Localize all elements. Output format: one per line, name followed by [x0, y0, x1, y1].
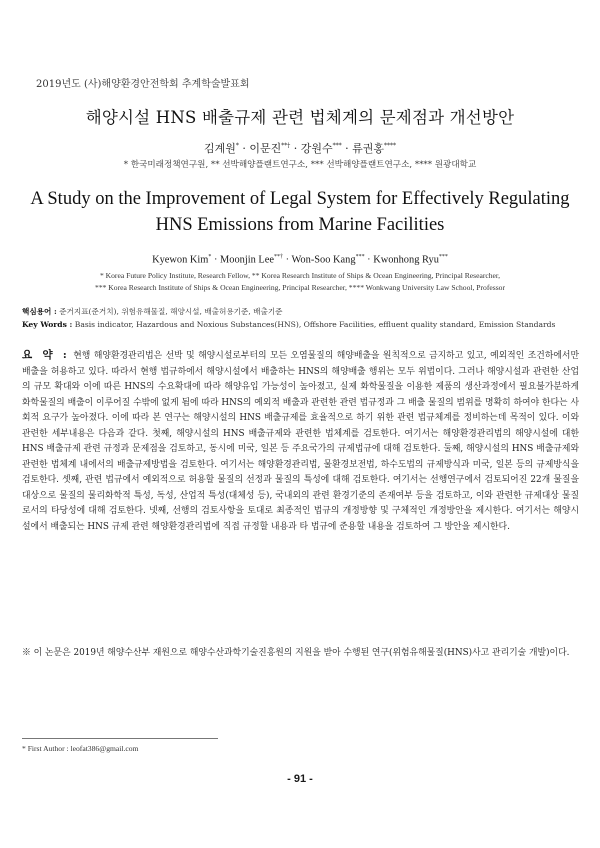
author-kr-1-mark: * [235, 142, 239, 150]
title-korean: 해양시설 HNS 배출규제 관련 법체계의 문제점과 개선방안 [85, 108, 515, 127]
author-en-3: Won-Soo Kang [291, 254, 356, 266]
author-en-4: Kwonhong Ryu [373, 254, 439, 266]
title-english [0, 186, 600, 238]
author-kr-1: 김계원 [203, 142, 236, 155]
title-english-line-1: A Study on the Improvement of Legal System for Effectively Regulating [30, 189, 570, 209]
affiliations-english-line-1: * Korea Future Policy Institute, Research Fellow, ** Korea Research Institute of Ships & Ocean Engineering, Principal Researcher, [99, 271, 501, 280]
keywords-english-row [22, 319, 582, 332]
keywords-korean-label: 핵심용어 : [22, 307, 57, 316]
affiliations-korean: * 한국미래정책연구원, ** 선박해양플랜트연구소, *** 선박해양플랜트연구소, **** 원광대학교 [123, 160, 477, 170]
affiliations-english [0, 270, 600, 294]
author-kr-2: 이문진 [249, 142, 282, 155]
abstract-label: 요 약 : [22, 349, 70, 361]
keywords-english-label: Key Words : [22, 319, 73, 329]
author-en-1-mark: * [208, 254, 212, 260]
keywords-english: Basis indicator, Hazardous and Noxious Substances(HNS), Offshore Facilities, effluent quality standard, Emission Standards [74, 319, 556, 329]
author-en-4-mark: *** [438, 254, 448, 260]
author-kr-2-mark: **† [281, 142, 291, 150]
affiliations-english-line-2: *** Korea Research Institute of Ships & Ocean Engineering, Principal Researcher, **** Wonkwang University Law School, Professor [95, 283, 505, 292]
author-en-1: Kyewon Kim [152, 254, 209, 266]
authors-korean: 김계원* · 이문진**† · 강원수*** · 류권홍**** [203, 142, 397, 155]
author-en-2: Moonjin Lee [220, 254, 274, 266]
author-en-3-mark: *** [355, 254, 365, 260]
author-kr-3-mark: *** [332, 142, 342, 150]
author-kr-3: 강원수 [300, 142, 333, 155]
funding-note: ※ 이 논문은 2019년 해양수산부 재원으로 해양수산과학기술진흥원의 지원을 받아 수행된 연구(위험유해물질(HNS)사고 관리기술 개발)이다. [22, 648, 570, 658]
title-english-line-2: HNS Emissions from Marine Facilities [155, 215, 445, 235]
footnote-divider [22, 738, 218, 739]
keywords-korean: 준거지표(준거치), 위험유해물질, 해양시설, 배출허용기준, 배출기준 [59, 307, 283, 316]
author-en-2-mark: **† [273, 254, 283, 260]
author-kr-4-mark: **** [384, 142, 397, 150]
author-kr-4: 류권홍 [352, 142, 385, 155]
conference-header: 2019년도 (사)해양환경안전학회 추계학술발표회 [36, 79, 250, 90]
abstract-text: 현행 해양환경관리법은 선박 및 해양시설로부터의 모든 오염물질의 해양배출을 원칙적으로 금지하고 있고, 예외적인 조건하에서만 배출을 허용하고 있다. 따라서 현행 법규하에서 해양시설에서 배출하는 HNS의 해양배출 행위는 모두 위법이다. 그러나 해양시설과 관련한 산업의 규모 확대와 이에 따른 HNS의 수요확대에 따라 해양유입 가능성이 높아졌고, 실제 화학물질을 이용한 제품의 생산과정에서 필요불가분하게 화학물질의 배출이 이루어질 수밖에 없게 됨에 따라 HNS의 예외적 배출과 관련한 관련 법규정과 그 배출 물질의 범위를 명확히 하여야 한다는 사회적 요구가 높아졌다. 이에 따라 본 연구는 해양시설의 HNS 배출규제를 효율적으로 하기 위한 관련 법규체계를 정비하는데 목적이 있다. 이와 관련한 세부내용은 다음과 같다. 첫째, 해양시설의 HNS 배출규제와 관련한 법체계를 검토한다. 여기서는 해양환경관리법의 해양시설에 대한 HNS 배출규제 관련 규정과 문제점을 검토하고, 동시에 미국, 일본 등 주요국가의 규제법규에 대해 검토한다. 둘째, 해양시설의 HNS 배출규제와 관련한 법체계 내에서의 배출규제방법을 검토한다. 여기서는 해양환경관리법, 물환경보전법, 하수도법의 규제방식과 미국, 일본 등의 규제방식을 검토한다. 셋째, 관련 법규에서 예외적으로 허용할 물질의 선정과 물질의 특성에 대해 검토한다. 여기서는 선행연구에서 검토되어진 22개 물질을 대상으로 물질의 물리화학적 특성, 독성, 산업적 특성(대체성 등), 국내외의 관련 환경기준의 존재여부 등을 검토하고, 이와 관련한 규제대상 물질로서의 타당성에 대해 검토한다. 넷째, 선행의 검토사항을 토대로 최종적인 법규의 개정방향 및 구체적인 개정방안을 제시한다. 여기서는 해양시설에서 배출되는 HNS 규제 관련 해양환경관리법에 직접 규정할 내용과 타 법규에 준용할 내용을 검토하여 그 방안을 제시한다. [22, 351, 579, 533]
footnote-first-author: * First Author : leofat386@gmail.com [22, 744, 139, 753]
keywords-korean-row [22, 306, 582, 319]
keywords-block [22, 306, 582, 331]
page-number: - 91 - [287, 773, 313, 785]
abstract [22, 348, 579, 536]
authors-english: Kyewon Kim* · Moonjin Lee**† · Won-Soo Kang*** · Kwonhong Ryu*** [152, 254, 448, 266]
